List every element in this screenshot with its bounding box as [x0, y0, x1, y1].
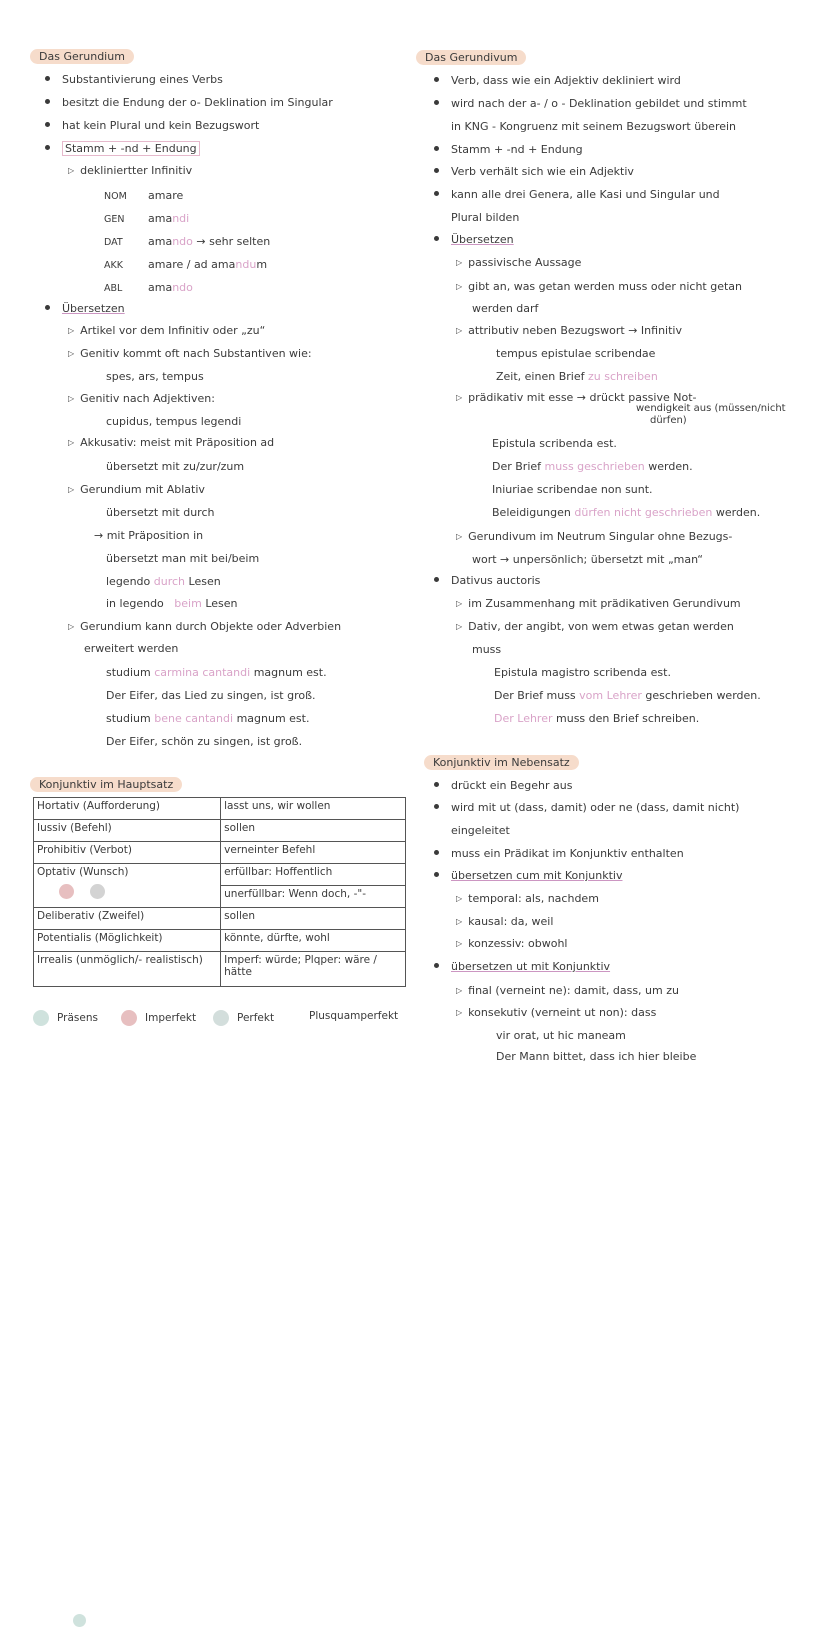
sub-item: ▷ Artikel vor dem Infinitiv oder „zu“ [68, 324, 266, 337]
example: übersetzt mit durch [106, 506, 215, 519]
case-row-dat: DAT amando → sehr selten [104, 235, 271, 248]
list-item-cont: in KNG - Kongruenz mit seinem Bezugswort überein [451, 120, 737, 133]
sub-item: ▷ Gerundivum im Neutrum Singular ohne Bezugs- [456, 530, 733, 543]
legend-item: Imperfekt [121, 1010, 196, 1026]
list-item: drückt ein Begehr aus [434, 779, 573, 793]
table-cell: könnte, dürfte, wohl [221, 930, 406, 952]
sub-item: ▷ passivische Aussage [456, 256, 582, 269]
table-cell: Potentialis (Möglichkeit) [34, 930, 221, 952]
example: → mit Präposition in [94, 529, 204, 542]
case-row-nom: NOM amare [104, 189, 184, 202]
list-item-cont: Plural bilden [451, 211, 520, 224]
sub-item: ▷ attributiv neben Bezugswort → Infinitiv [456, 324, 682, 337]
sub-item: ▷ Dativ, der angibt, von wem etwas getan werden [456, 620, 734, 633]
praesens-swatch-icon [33, 1010, 49, 1026]
case-row-akk: AKK amare / ad amandum [104, 258, 268, 271]
sub-item: ▷ kausal: da, weil [456, 915, 554, 928]
example: Der Lehrer muss den Brief schreiben. [494, 712, 700, 725]
example: Der Eifer, das Lied zu singen, ist groß. [106, 689, 316, 702]
example: Beleidigungen dürfen nicht geschrieben werden. [492, 506, 761, 519]
list-item: muss ein Prädikat im Konjunktiv enthalten [434, 847, 684, 861]
example: cupidus, tempus legendi [106, 415, 242, 428]
list-item: Übersetzen [45, 302, 125, 316]
sub-item-cont: erweitert werden [84, 642, 179, 655]
table-row [34, 842, 406, 864]
case-row-gen: GEN amandi [104, 212, 190, 225]
legend-item: Plusquamperfekt [309, 1010, 399, 1022]
example: Epistula scribenda est. [492, 437, 617, 450]
legend-item: Präsens [33, 1010, 98, 1026]
table-row [34, 952, 406, 987]
table-cell: Hortativ (Aufforderung) [34, 798, 221, 820]
table-cell: erfüllbar: Hoffentlich [221, 864, 406, 886]
imperfekt-dot-icon [59, 884, 74, 899]
sub-item: ▷ dekliniertter Infinitiv [68, 164, 193, 177]
list-item: hat kein Plural und kein Bezugswort [45, 119, 259, 133]
sub-item: ▷ prädikativ mit esse → drückt passive Not- [456, 391, 697, 404]
example: übersetzt mit zu/zur/zum [106, 460, 245, 473]
list-item: Substantivierung eines Verbs [45, 73, 223, 87]
list-item: übersetzen cum mit Konjunktiv [434, 869, 623, 883]
example: Epistula magistro scribenda est. [494, 666, 671, 679]
example: Der Brief muss vom Lehrer geschrieben werden. [494, 689, 761, 702]
table-cell: unerfüllbar: Wenn doch, -"- [221, 886, 406, 908]
example: in legendo beim Lesen [106, 597, 238, 610]
table-cell: Prohibitiv (Verbot) [34, 842, 221, 864]
example: studium bene cantandi magnum est. [106, 712, 310, 725]
list-item: Verb, dass wie ein Adjektiv dekliniert wird [434, 74, 681, 88]
sub-item: ▷ Gerundium mit Ablativ [68, 483, 205, 496]
legend-item: Perfekt [213, 1010, 274, 1026]
sub-item: ▷ im Zusammenhang mit prädikativen Gerundivum [456, 597, 741, 610]
table-row [34, 820, 406, 842]
table-cell: sollen [221, 820, 406, 842]
perfekt-dot-icon [90, 884, 105, 899]
list-item: Dativus auctoris [434, 574, 540, 588]
sub-item: ▷ konsekutiv (verneint ut non): dass [456, 1006, 657, 1019]
table-cell: Iussiv (Befehl) [34, 820, 221, 842]
sub-item-cont: dürfen) [650, 415, 687, 426]
example: Der Eifer, schön zu singen, ist groß. [106, 735, 303, 748]
list-item: besitzt die Endung der o- Deklination im Singular [45, 96, 333, 110]
sub-item: ▷ Genitiv nach Adjektiven: [68, 392, 215, 405]
list-item [45, 142, 200, 156]
konj-neben-heading: Konjunktiv im Nebensatz [424, 755, 579, 770]
sub-item-cont: werden darf [472, 302, 539, 315]
example: übersetzt man mit bei/beim [106, 552, 260, 565]
example: Zeit, einen Brief zu schreiben [496, 370, 658, 383]
table-row [34, 908, 406, 930]
table-cell: Optativ (Wunsch) [34, 864, 221, 908]
list-item: wird nach der a- / o - Deklination gebildet und stimmt [434, 97, 747, 111]
sub-item: ▷ temporal: als, nachdem [456, 892, 599, 905]
sub-item: ▷ gibt an, was getan werden muss oder nicht getan [456, 280, 743, 293]
example: Iniuriae scribendae non sunt. [492, 483, 653, 496]
formula-box: Stamm + -nd + Endung [62, 141, 200, 156]
sub-item: ▷ Genitiv kommt oft nach Substantiven wie: [68, 347, 312, 360]
example: Der Brief muss geschrieben werden. [492, 460, 693, 473]
list-item: kann alle drei Genera, alle Kasi und Singular und [434, 188, 720, 202]
sub-item: ▷ Akkusativ: meist mit Präposition ad [68, 436, 275, 449]
sub-item: ▷ konzessiv: obwohl [456, 937, 568, 950]
example: vir orat, ut hic maneam [496, 1029, 626, 1042]
sub-item: ▷ final (verneint ne): damit, dass, um zu [456, 984, 679, 997]
table-cell: verneinter Befehl [221, 842, 406, 864]
table-cell: Deliberativ (Zweifel) [34, 908, 221, 930]
tense-legend [33, 1010, 413, 1030]
konjunktiv-table [33, 797, 406, 987]
list-item: übersetzen ut mit Konjunktiv [434, 960, 610, 974]
example: studium carmina cantandi magnum est. [106, 666, 327, 679]
gerundivum-heading: Das Gerundivum [416, 50, 526, 65]
list-item: Übersetzen [434, 233, 514, 247]
case-row-abl: ABL amando [104, 281, 193, 294]
sub-item-cont: wort → unpersönlich; übersetzt mit „man“ [472, 553, 703, 566]
sub-item: ▷ Gerundium kann durch Objekte oder Adverbien [68, 620, 342, 633]
list-item: Stamm + -nd + Endung [434, 143, 583, 157]
table-row [34, 930, 406, 952]
example: spes, ars, tempus [106, 370, 204, 383]
perfekt-swatch-icon [213, 1010, 229, 1026]
sub-item-cont: wendigkeit aus (müssen/nicht [636, 403, 786, 414]
example: Der Mann bittet, dass ich hier bleibe [496, 1050, 697, 1063]
table-cell: lasst uns, wir wollen [221, 798, 406, 820]
imperfekt-swatch-icon [121, 1010, 137, 1026]
table-row [34, 798, 406, 820]
gerundium-heading: Das Gerundium [30, 49, 134, 64]
table-cell: Imperf: würde; Plqper: wäre / hätte [221, 952, 406, 987]
example: tempus epistulae scribendae [496, 347, 656, 360]
sub-item-cont: muss [472, 643, 502, 656]
example: legendo durch Lesen [106, 575, 221, 588]
praesens-dot-icon [73, 1614, 86, 1627]
table-cell: sollen [221, 908, 406, 930]
list-item-cont: eingeleitet [451, 824, 510, 837]
konj-haupt-heading: Konjunktiv im Hauptsatz [30, 777, 182, 792]
table-cell: Irrealis (unmöglich/- realistisch) [34, 952, 221, 987]
table-row [34, 864, 406, 886]
list-item: Verb verhält sich wie ein Adjektiv [434, 165, 634, 179]
list-item: wird mit ut (dass, damit) oder ne (dass, damit nicht) [434, 801, 739, 815]
